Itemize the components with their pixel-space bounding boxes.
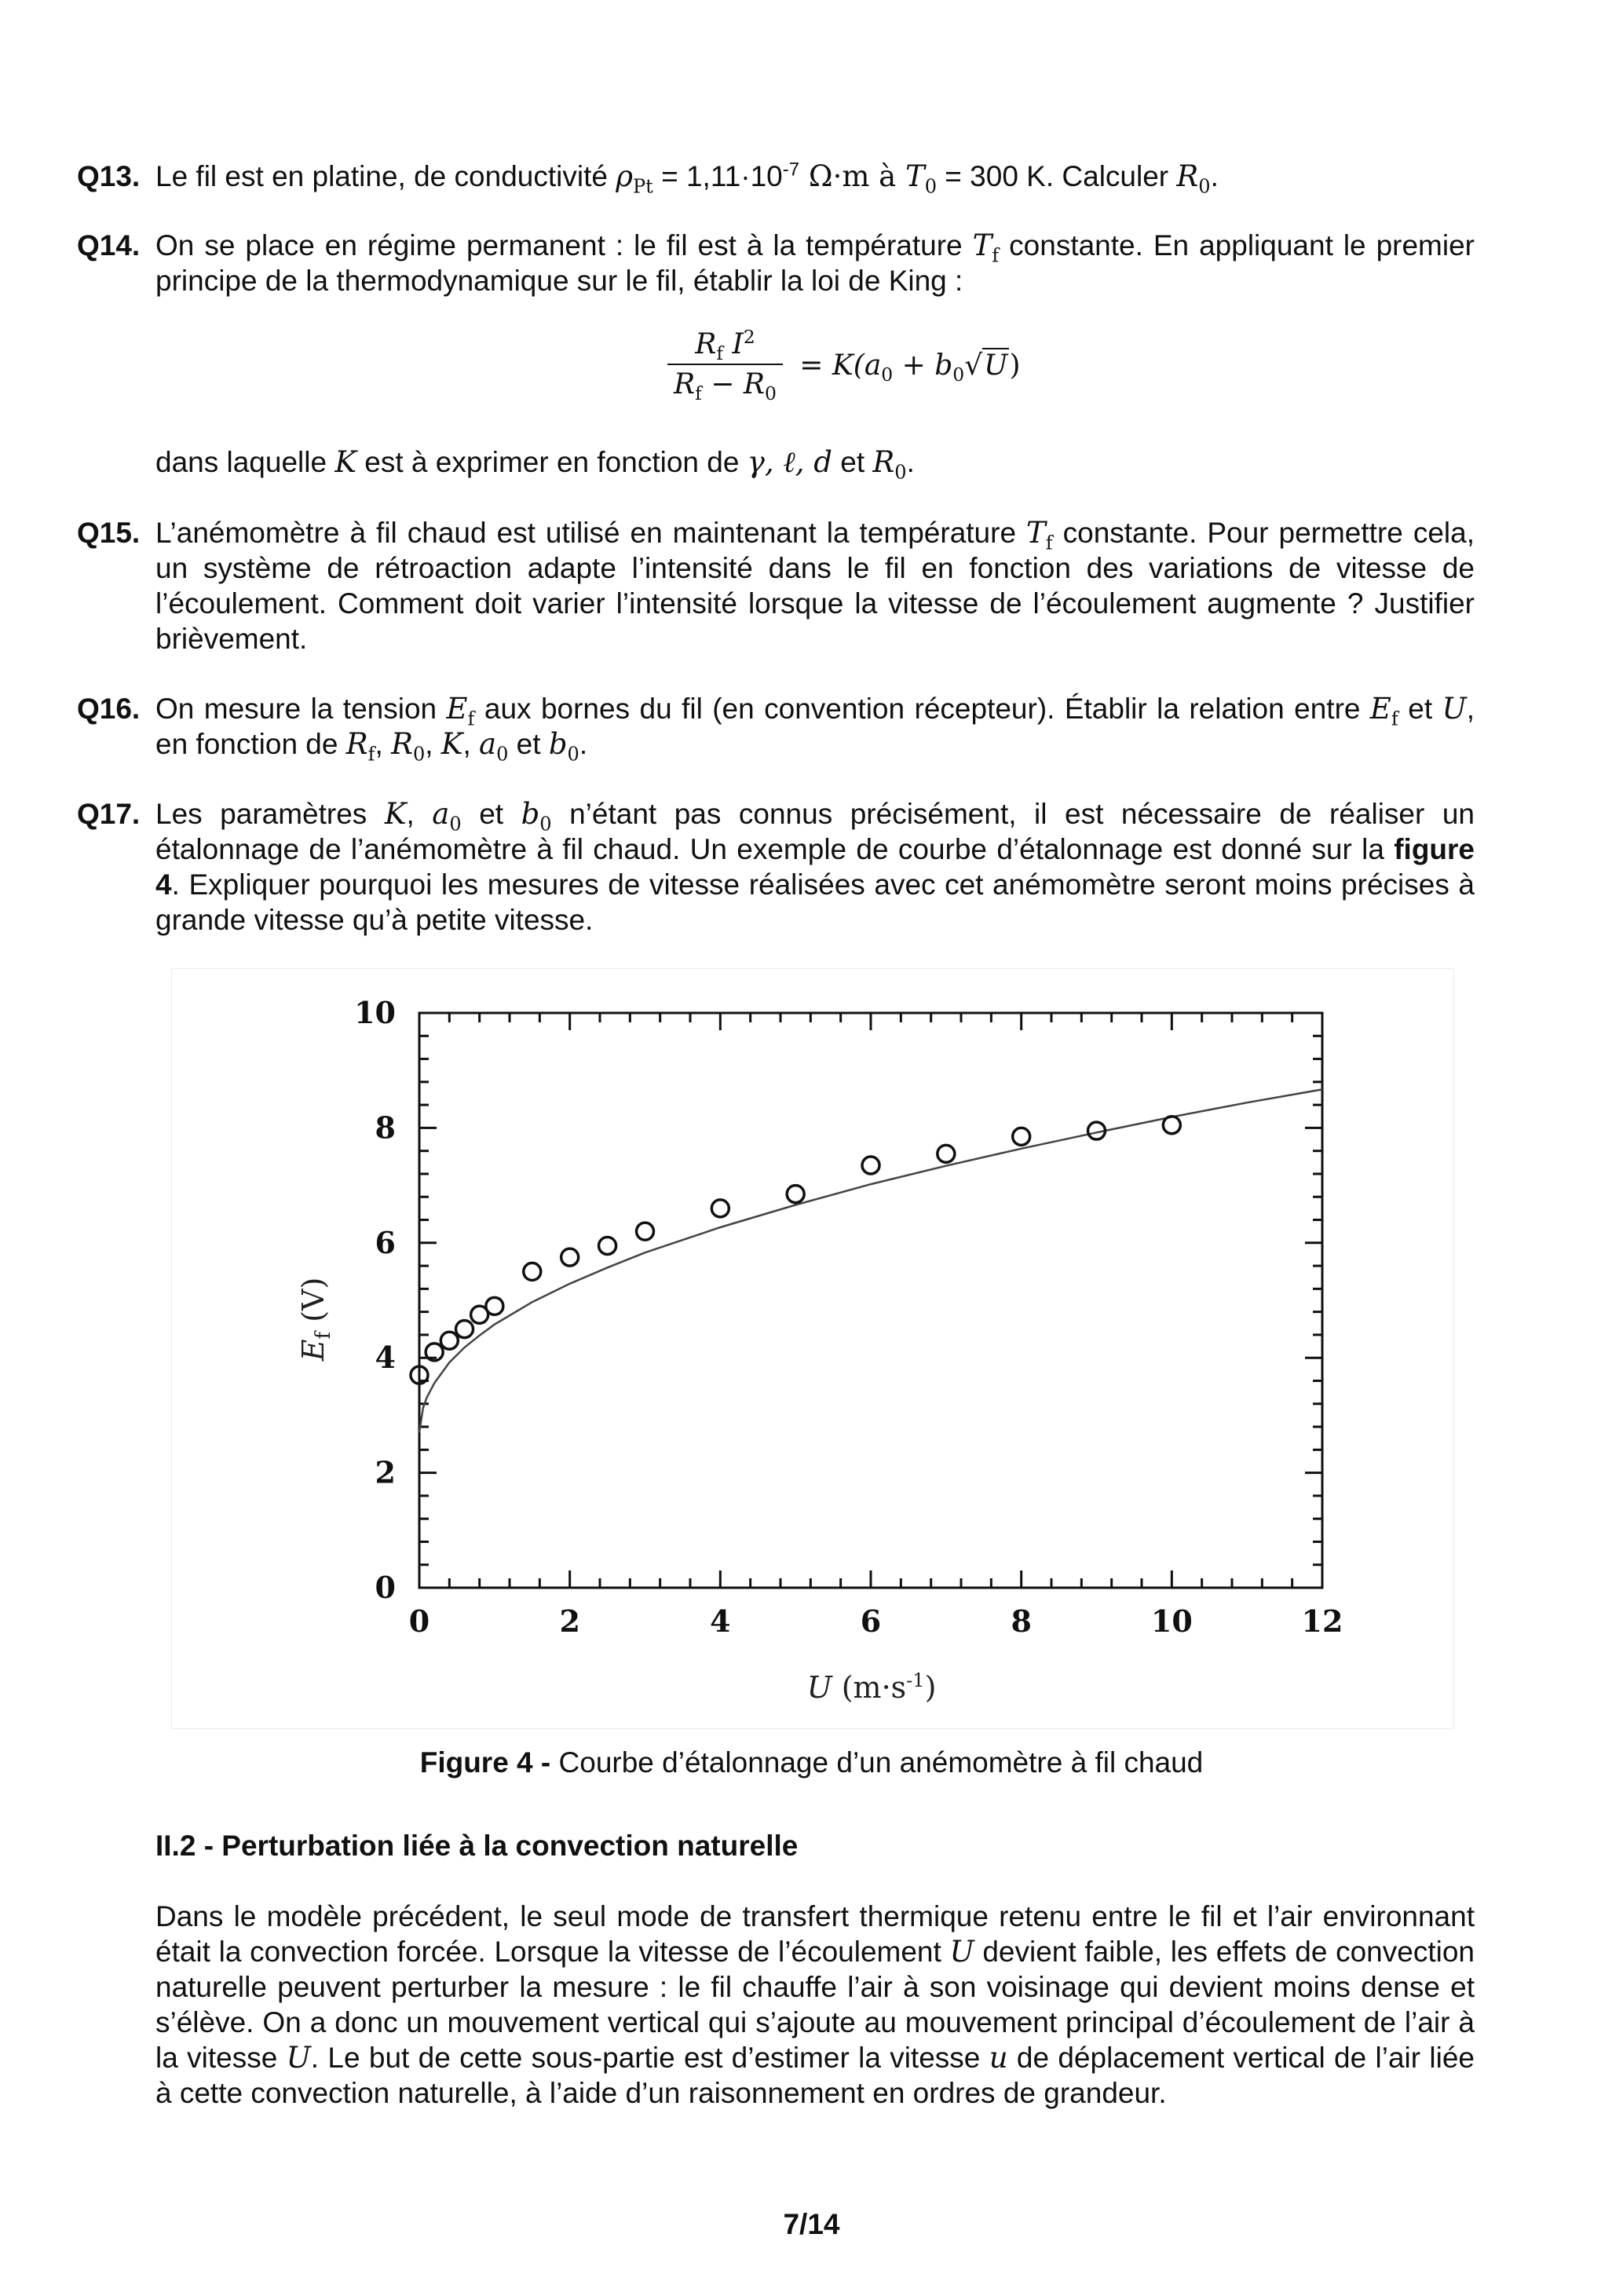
question-text: On se place en régime permanent : le fil est à la température $T_f$ constante. En appliquant le premier principe de la thermodynamique sur le fil, établir la loi de King : — [155, 229, 1475, 297]
data-point — [440, 1332, 458, 1349]
x-tick-label: 4 — [710, 1603, 731, 1639]
x-tick-label: 0 — [408, 1603, 430, 1639]
body-paragraph: Dans le modèle précédent, le seul mode de transfert thermique retenu entre le fil et l’air environnant était la convection forcée. Lorsque la vitesse de l’écoulement U devient faible, les effets de convection naturelle peuvent perturber la mesure : le fil chauffe l’air à son voisinage qui devient moins dense et s’élève. On a donc un mouvement vertical qui s’ajoute au mouvement principal d’écoulement de l’air à la vitesse U. Le but de cette sous-partie est d’estimer la vitesse u de déplacement vertical de l’air liée à cette convection naturelle, à l’aide d’un raisonnement en ordres de grandeur. — [155, 1900, 1475, 2109]
x-tick-label: 8 — [1011, 1603, 1032, 1639]
question-number: Q14. — [77, 229, 141, 261]
data-point — [787, 1186, 804, 1203]
data-point — [524, 1263, 541, 1280]
y-axis-label: $E_f$ (V) — [296, 1277, 335, 1362]
fit-curve — [419, 1089, 1322, 1432]
formula-numerator: $R_f$ $I^2$ — [667, 328, 783, 365]
figure-reference: figure 4 — [155, 833, 1475, 901]
y-tick-label: 0 — [375, 1570, 396, 1605]
plot-frame — [419, 1013, 1322, 1588]
formula-denominator: $R_f - R_0$ — [674, 368, 777, 405]
page-number: 7/14 — [783, 2208, 840, 2240]
section-title: II.2 - Perturbation liée à la convection naturelle — [155, 1830, 799, 1862]
y-tick-label: 8 — [375, 1110, 396, 1146]
y-tick-label: 10 — [354, 995, 396, 1030]
question-number: Q17. — [77, 798, 141, 830]
x-tick-label: 12 — [1301, 1603, 1343, 1639]
y-tick-label: 6 — [375, 1224, 396, 1260]
question-text: On mesure la tension $E_f$ aux bornes du fil (en convention récepteur). Établir la relation entre $E_f$ et U, en fonction de $R_f$, $R_0$, K, $a_0$ et $b_0$. — [155, 692, 1475, 766]
x-tick-label: 6 — [860, 1603, 882, 1639]
data-point — [938, 1145, 955, 1162]
x-axis-label: U $(m\cdot s^{-1})$ — [806, 1669, 937, 1705]
data-point — [1013, 1128, 1030, 1145]
x-tick-label: 10 — [1150, 1603, 1193, 1639]
formula-rhs: = $K(a_0 + b_0√U)$ — [799, 349, 1021, 386]
data-point — [862, 1157, 879, 1174]
x-tick-label: 2 — [559, 1603, 580, 1639]
data-point — [486, 1297, 503, 1314]
y-tick-label: 2 — [375, 1454, 396, 1490]
data-point — [1163, 1117, 1180, 1134]
question-text: Les paramètres K, $a_0$ et $b_0$ n’étant pas connus précisément, il est nécessaire de réaliser un étalonnage de l’anémomètre à fil chaud. Un exemple de courbe d’étalonnage est donné sur la figure 4. Expliquer pourquoi les mesures de vitesse réalisées avec cet anémomètre seront moins précises à grande vitesse qu’à petite vitesse. — [155, 797, 1475, 936]
question-text: L’anémomètre à fil chaud est utilisé en maintenant la température $T_f$ constante. Pour permettre cela, un système de rétroaction adapte l’intensité dans le fil en fonction des variations de vitesse de l’écoulement. Comment doit varier l’intensité lorsque la vitesse de l’écoulement augmente ? Justifier brièvement. — [155, 516, 1475, 655]
question-number: Q15. — [77, 517, 141, 549]
y-tick-label: 4 — [375, 1340, 396, 1376]
question-number: Q16. — [77, 693, 141, 725]
question-text: Le fil est en platine, de conductivité $\rho_{Pt} = 1,11\cdot 10^{-7}$ Ω·m à $T_0 = 300$ K. Calculer $R_0$. — [155, 159, 1219, 198]
data-point — [561, 1249, 579, 1266]
data-point — [711, 1200, 729, 1217]
figure-caption: Figure 4 - Courbe d’étalonnage d’un anémomètre à fil chaud — [419, 1746, 1204, 1779]
data-point — [637, 1223, 654, 1240]
question-number: Q13. — [77, 160, 141, 192]
data-point — [599, 1237, 616, 1254]
question-text: dans laquelle K est à exprimer en fonction de γ, ℓ, d et $R_0$. — [155, 445, 915, 484]
data-point — [456, 1321, 473, 1338]
